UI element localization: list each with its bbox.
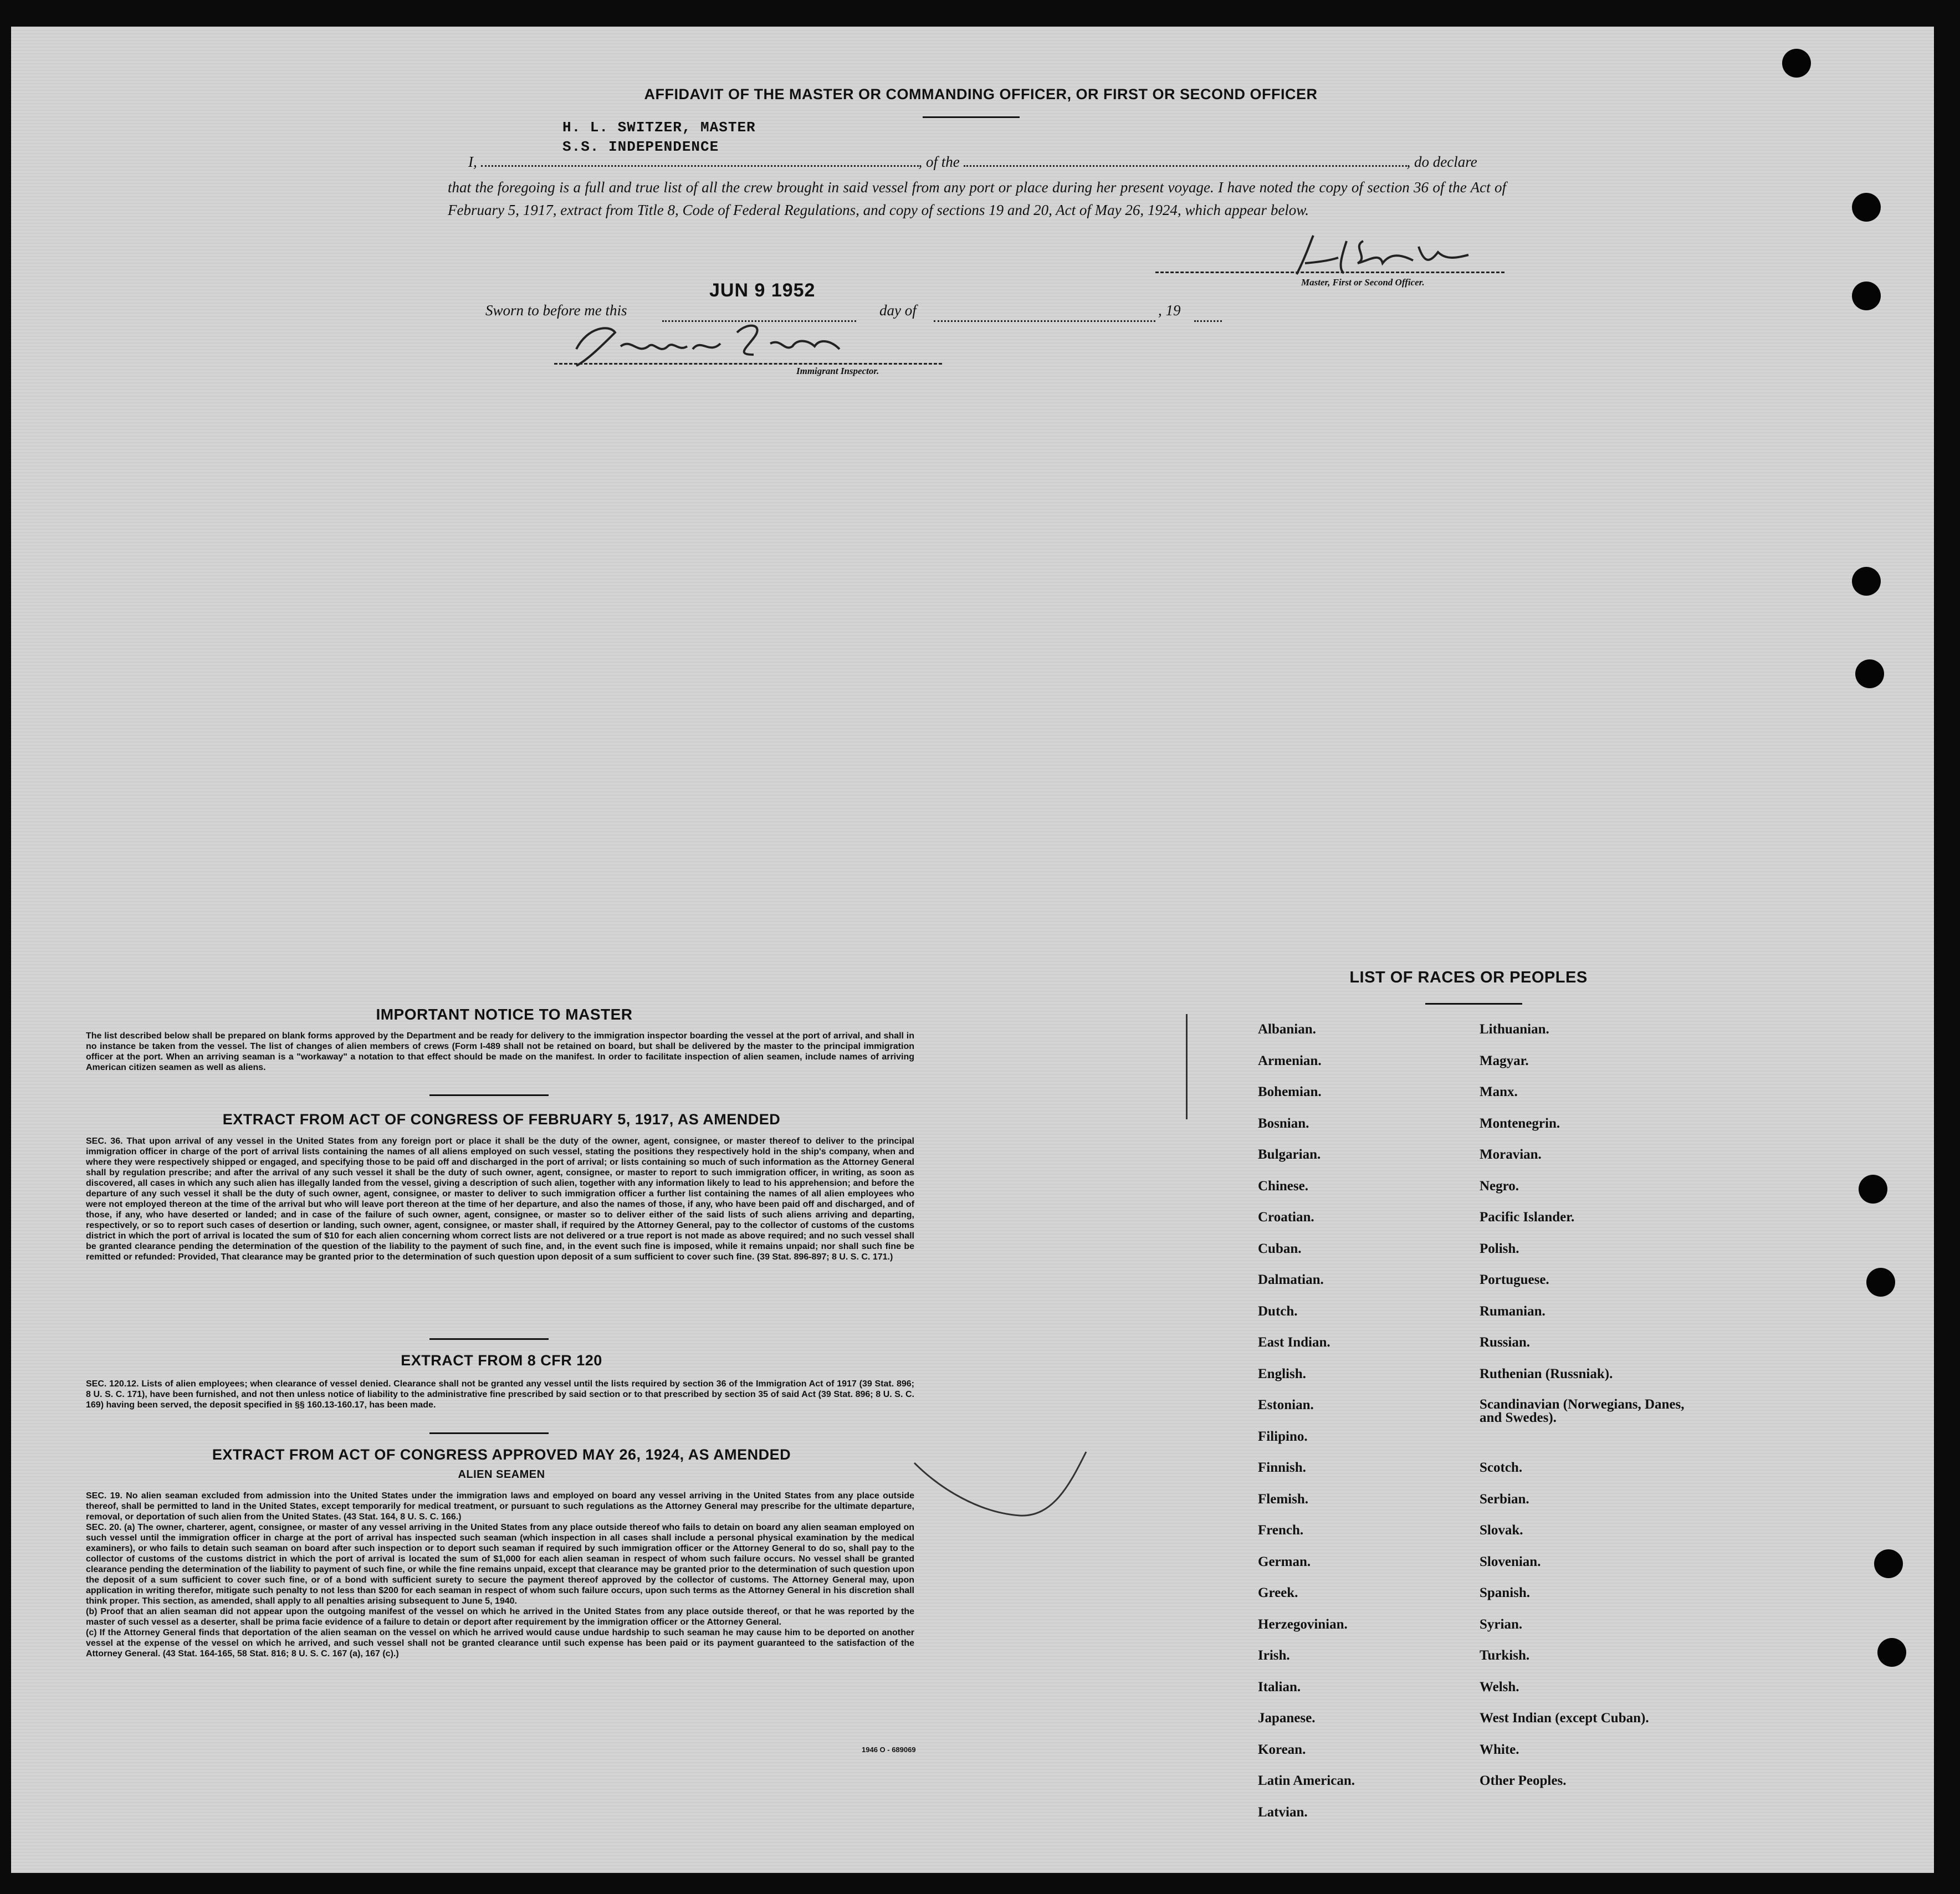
race-item: Manx.	[1480, 1084, 1518, 1099]
race-item: Scotch.	[1480, 1460, 1523, 1475]
race-item: Spanish.	[1480, 1585, 1531, 1600]
race-item: Bohemian.	[1258, 1084, 1322, 1099]
year-label: , 19	[1158, 302, 1181, 319]
race-item: Dalmatian.	[1258, 1272, 1324, 1287]
race-item: Welsh.	[1480, 1679, 1519, 1695]
typed-vessel-name: S.S. INDEPENDENCE	[562, 139, 719, 155]
inspector-signature-line	[554, 363, 942, 365]
master-signature-line	[1155, 272, 1504, 273]
race-item: Latvian.	[1258, 1804, 1308, 1820]
race-item: Other Peoples.	[1480, 1773, 1567, 1788]
affidavit-body: that the foregoing is a full and true list of all the crew brought in said vessel from any port or place during her present voyage. I have noted the copy of section 36 of the Act of February 5, 1917, extract from Title 8, Code of Federal Regulations, and copy of sections 19 and 20, Act of May 26, 1924, which appear below.	[448, 179, 1506, 218]
race-item: Rumanian.	[1480, 1303, 1546, 1319]
race-item: Dutch.	[1258, 1303, 1298, 1319]
affidavit-title: AFFIDAVIT OF THE MASTER OR COMMANDING OFFICER, OR FIRST OR SECOND OFFICER	[644, 86, 1318, 103]
race-item: German.	[1258, 1554, 1311, 1569]
race-item: Lithuanian.	[1480, 1022, 1549, 1037]
race-item	[1480, 1430, 1701, 1461]
race-item: Syrian.	[1480, 1616, 1523, 1632]
races-column-1	[1258, 1022, 1355, 1836]
race-item: Croatian.	[1258, 1210, 1314, 1225]
line1-of-the: , of the	[918, 153, 960, 170]
race-item: Bosnian.	[1258, 1115, 1309, 1131]
race-item: Korean.	[1258, 1742, 1306, 1757]
race-item: Negro.	[1480, 1178, 1519, 1194]
sworn-label: Sworn to before me this	[485, 302, 627, 319]
binder-hole	[1855, 659, 1884, 688]
binder-hole	[1852, 281, 1881, 310]
divider-rule	[429, 1338, 549, 1340]
extract-cfr-title: EXTRACT FROM 8 CFR 120	[401, 1352, 602, 1369]
race-item: White.	[1480, 1742, 1519, 1757]
race-item: Estonian.	[1258, 1398, 1314, 1412]
binder-hole	[1859, 1175, 1887, 1204]
affidavit-line1	[468, 153, 1504, 171]
inspector-caption: Immigrant Inspector.	[796, 366, 879, 376]
race-item: Chinese.	[1258, 1178, 1308, 1194]
race-item: Moravian.	[1480, 1147, 1542, 1162]
race-item: Polish.	[1480, 1241, 1519, 1256]
race-item: Finnish.	[1258, 1460, 1306, 1475]
master-caption: Master, First or Second Officer.	[1301, 277, 1425, 288]
line1-declare: , do declare	[1406, 153, 1477, 170]
race-item: Slovak.	[1480, 1523, 1523, 1538]
divider-rule	[429, 1432, 549, 1434]
vessel-blank	[964, 155, 1407, 167]
date-stamp: JUN 9 1952	[709, 280, 816, 301]
race-item: Cuban.	[1258, 1241, 1302, 1256]
sec-19-text: SEC. 19. No alien seaman excluded from admission into the United States under the immigration laws and employed on board any vessel arriving in the United States from any place outside thereof, shall be permitted to land in the United States, except temporarily for medical treatment, or pursuant to such regulations as the Attorney General may prescribe for the ultimate departure, removal, or deportation of such alien from the United States. (43 Stat. 164, 8 U. S. C. 166.)	[86, 1491, 914, 1522]
binder-hole	[1852, 567, 1881, 596]
race-item: West Indian (except Cuban).	[1480, 1711, 1649, 1726]
extract-1924-text	[86, 1491, 914, 1659]
race-item: Portuguese.	[1480, 1272, 1549, 1287]
extract-cfr-text: SEC. 120.12. Lists of alien employees; when clearance of vessel denied. Clearance shall not be granted any vessel until the lists required by section 36 of the Immigration Act of 1917 (39 Stat. 896; 8 U. S. C. 171), have been furnished, and not then unless notice of liability to the administrative fine prescribed by said section or to that prescribed by section 35 of said Act (39 Stat. 896; 8 U. S. C. 169) having been served, the deposit specified in §§ 160.13-160.17, has been made.	[86, 1379, 914, 1410]
extract-1924-title: EXTRACT FROM ACT OF CONGRESS APPROVED MAY 26, 1924, AS AMENDED	[212, 1446, 791, 1463]
race-item: Greek.	[1258, 1585, 1298, 1600]
typed-master-name: H. L. SWITZER, MASTER	[562, 119, 756, 136]
race-item: Magyar.	[1480, 1053, 1529, 1068]
day-of-label: day of	[879, 302, 917, 319]
race-item: Latin American.	[1258, 1773, 1355, 1788]
races-title: LIST OF RACES OR PEOPLES	[1349, 969, 1588, 986]
race-item: Ruthenian (Russniak).	[1480, 1366, 1613, 1381]
race-item: Albanian.	[1258, 1022, 1316, 1037]
vertical-mark	[1186, 1014, 1188, 1119]
race-item: East Indian.	[1258, 1335, 1330, 1350]
binder-hole	[1852, 193, 1881, 222]
pen-mark	[909, 1419, 1175, 1585]
races-title-rule	[1425, 1003, 1522, 1005]
printer-code: 1946 O - 689069	[862, 1745, 916, 1754]
extract-1917-title: EXTRACT FROM ACT OF CONGRESS OF FEBRUARY 5, 1917, AS AMENDED	[222, 1111, 781, 1128]
binder-hole	[1874, 1549, 1903, 1578]
race-item: Flemish.	[1258, 1491, 1308, 1507]
extract-1917-text: SEC. 36. That upon arrival of any vessel in the United States from any foreign port or place it shall be the duty of the owner, agent, consignee, or master thereof to deliver to the principal immigration officer in charge of the port of arrival lists containing the names of all aliens employed on such vessel, stating the positions they respectively hold in the ship's company, when and where they were respectively shipped or engaged, and specifying those to be paid off and discharged in the port of arrival; or lists containing so much of such information as the Attorney General shall by regulation prescribe; and after the arrival of any such vessel it shall be the duty of such owner, agent, consignee, or master to report to such immigration officer, in writing, as soon as discovered, all cases in which any such alien has illegally landed from the vessel, giving a description of such alien, together with any information likely to lead to his apprehension; and before the departure of any such vessel it shall be the duty of such owner, agent, consignee, or master to deliver to such immigration officer a further list containing the names of all alien employees who were not employed thereon at the time of the arrival but who will leave port thereon at the time of her departure, and also the names of those, if any, who have been paid off and discharged, and of those, if any, who have deserted or landed; and in case of the failure of such owner, agent, consignee, or master so to deliver either of the said lists of such aliens arriving and departing, respectively, or so to report such cases of desertion or landing, such owner, agent, consignee, or master shall, if required by the Attorney General, pay to the collector of customs of the customs district in which the port of arrival is located the sum of $10 for each alien concerning whom correct lists are not delivered or a true report is not made as above required; and no such vessel shall be granted clearance pending the determination of the question of the liability to the payment of such fine, and, in the event such fine is imposed, while it remains unpaid; nor shall such fine be remitted or refunded: Provided, That clearance may be granted prior to the determination of such question upon deposit of a sum sufficient to cover such fine. (39 Stat. 896-897; 8 U. S. C. 171.)	[86, 1137, 914, 1262]
race-item: Irish.	[1258, 1648, 1290, 1663]
sec-20c-text: (c) If the Attorney General finds that deportation of the alien seaman on the vessel on which he arrived would cause undue hardship to such seaman he may cause him to be deported on another vessel at the expense of the vessel on which he arrived, and such vessel shall not be granted clearance until such expense has been paid or its payment guaranteed to the satisfaction of the Attorney General. (43 Stat. 164-165, 58 Stat. 816; 8 U. S. C. 167 (a), 167 (c).)	[86, 1628, 914, 1658]
extract-1924-subtitle: ALIEN SEAMEN	[458, 1468, 545, 1481]
notice-title: IMPORTANT NOTICE TO MASTER	[376, 1006, 633, 1023]
divider-rule	[429, 1094, 549, 1096]
race-item: Bulgarian.	[1258, 1147, 1321, 1162]
binder-hole	[1877, 1638, 1906, 1667]
notice-text: The list described below shall be prepared on blank forms approved by the Department and be ready for delivery to the immigration inspector boarding the vessel at the port of arrival, and shall in no instance be taken from the vessel. The list of changes of alien members of crews (Form I-489 shall not be retained on board, but shall be delivered by the master to the principal immigration officer at the port. When an arriving seaman is a "workaway" a notation to that effect should be made on the manifest. In order to facilitate inspection of alien seamen, include names of arriving American citizen seamen as well as aliens.	[86, 1031, 914, 1072]
races-column-2	[1480, 1022, 1701, 1805]
race-item: Scandinavian (Norwegians, Danes, and Swedes).	[1480, 1397, 1685, 1425]
race-item: Pacific Islander.	[1480, 1210, 1575, 1225]
line1-i: I,	[468, 153, 477, 170]
race-item: Italian.	[1258, 1679, 1301, 1695]
race-item: Japanese.	[1258, 1711, 1316, 1726]
binder-hole	[1866, 1268, 1895, 1297]
name-blank	[481, 155, 919, 167]
race-item: Filipino.	[1258, 1429, 1308, 1444]
race-item: French.	[1258, 1523, 1304, 1538]
title-rule	[923, 116, 1020, 118]
race-item: Armenian.	[1258, 1053, 1322, 1068]
month-blank	[934, 320, 1155, 322]
sec-20b-text: (b) Proof that an alien seaman did not appear upon the outgoing manifest of the vessel on which he arrived in the United States from any place outside thereof, or that he was reported by the master of such vessel as a deserter, shall be prima facie evidence of a failure to detain or deport after requirement by the immigration officer or the Attorney General.	[86, 1607, 914, 1627]
race-item: Serbian.	[1480, 1491, 1529, 1507]
race-item: Herzegovinian.	[1258, 1616, 1348, 1632]
race-item: Turkish.	[1480, 1648, 1530, 1663]
sec-20a-text: SEC. 20. (a) The owner, charterer, agent, consignee, or master of any vessel arriving in the United States from any place outside thereof who fails to detain on board any alien seaman employed on such vessel until the immigration officer in charge at the port of arrival has inspected such seaman (which inspection in all cases shall include a personal physical examination by the medical examiners), or who fails to detain such seaman on board after such inspection or to deport such seaman if required by such immigration officer or the Attorney General to do so, shall pay to the collector of customs of the customs district in which the port of arrival is located the sum of $1,000 for each alien seaman in respect of whom such failure occurs. No vessel shall be granted clearance pending the determination of the liability to payment of such fine, or while the fine remains unpaid, except that clearance may be granted prior to the determination of such question upon the deposit of a sum sufficient to cover such fine, or of a bond with sufficient surety to secure the payment thereof approved by the collector of customs. The Attorney General may, upon application in writing therefor, mitigate such penalty to not less than $200 for each seaman in respect of whom such failure occurs, upon such terms as the Attorney General in his discretion shall think proper. This section, as amended, shall apply to all penalties arising subsequent to June 5, 1940.	[86, 1523, 914, 1606]
race-item: Russian.	[1480, 1335, 1531, 1350]
race-item: Slovenian.	[1480, 1554, 1541, 1569]
race-item: English.	[1258, 1366, 1306, 1381]
binder-hole	[1782, 49, 1811, 78]
year-blank	[1194, 320, 1222, 322]
race-item: Montenegrin.	[1480, 1115, 1560, 1131]
